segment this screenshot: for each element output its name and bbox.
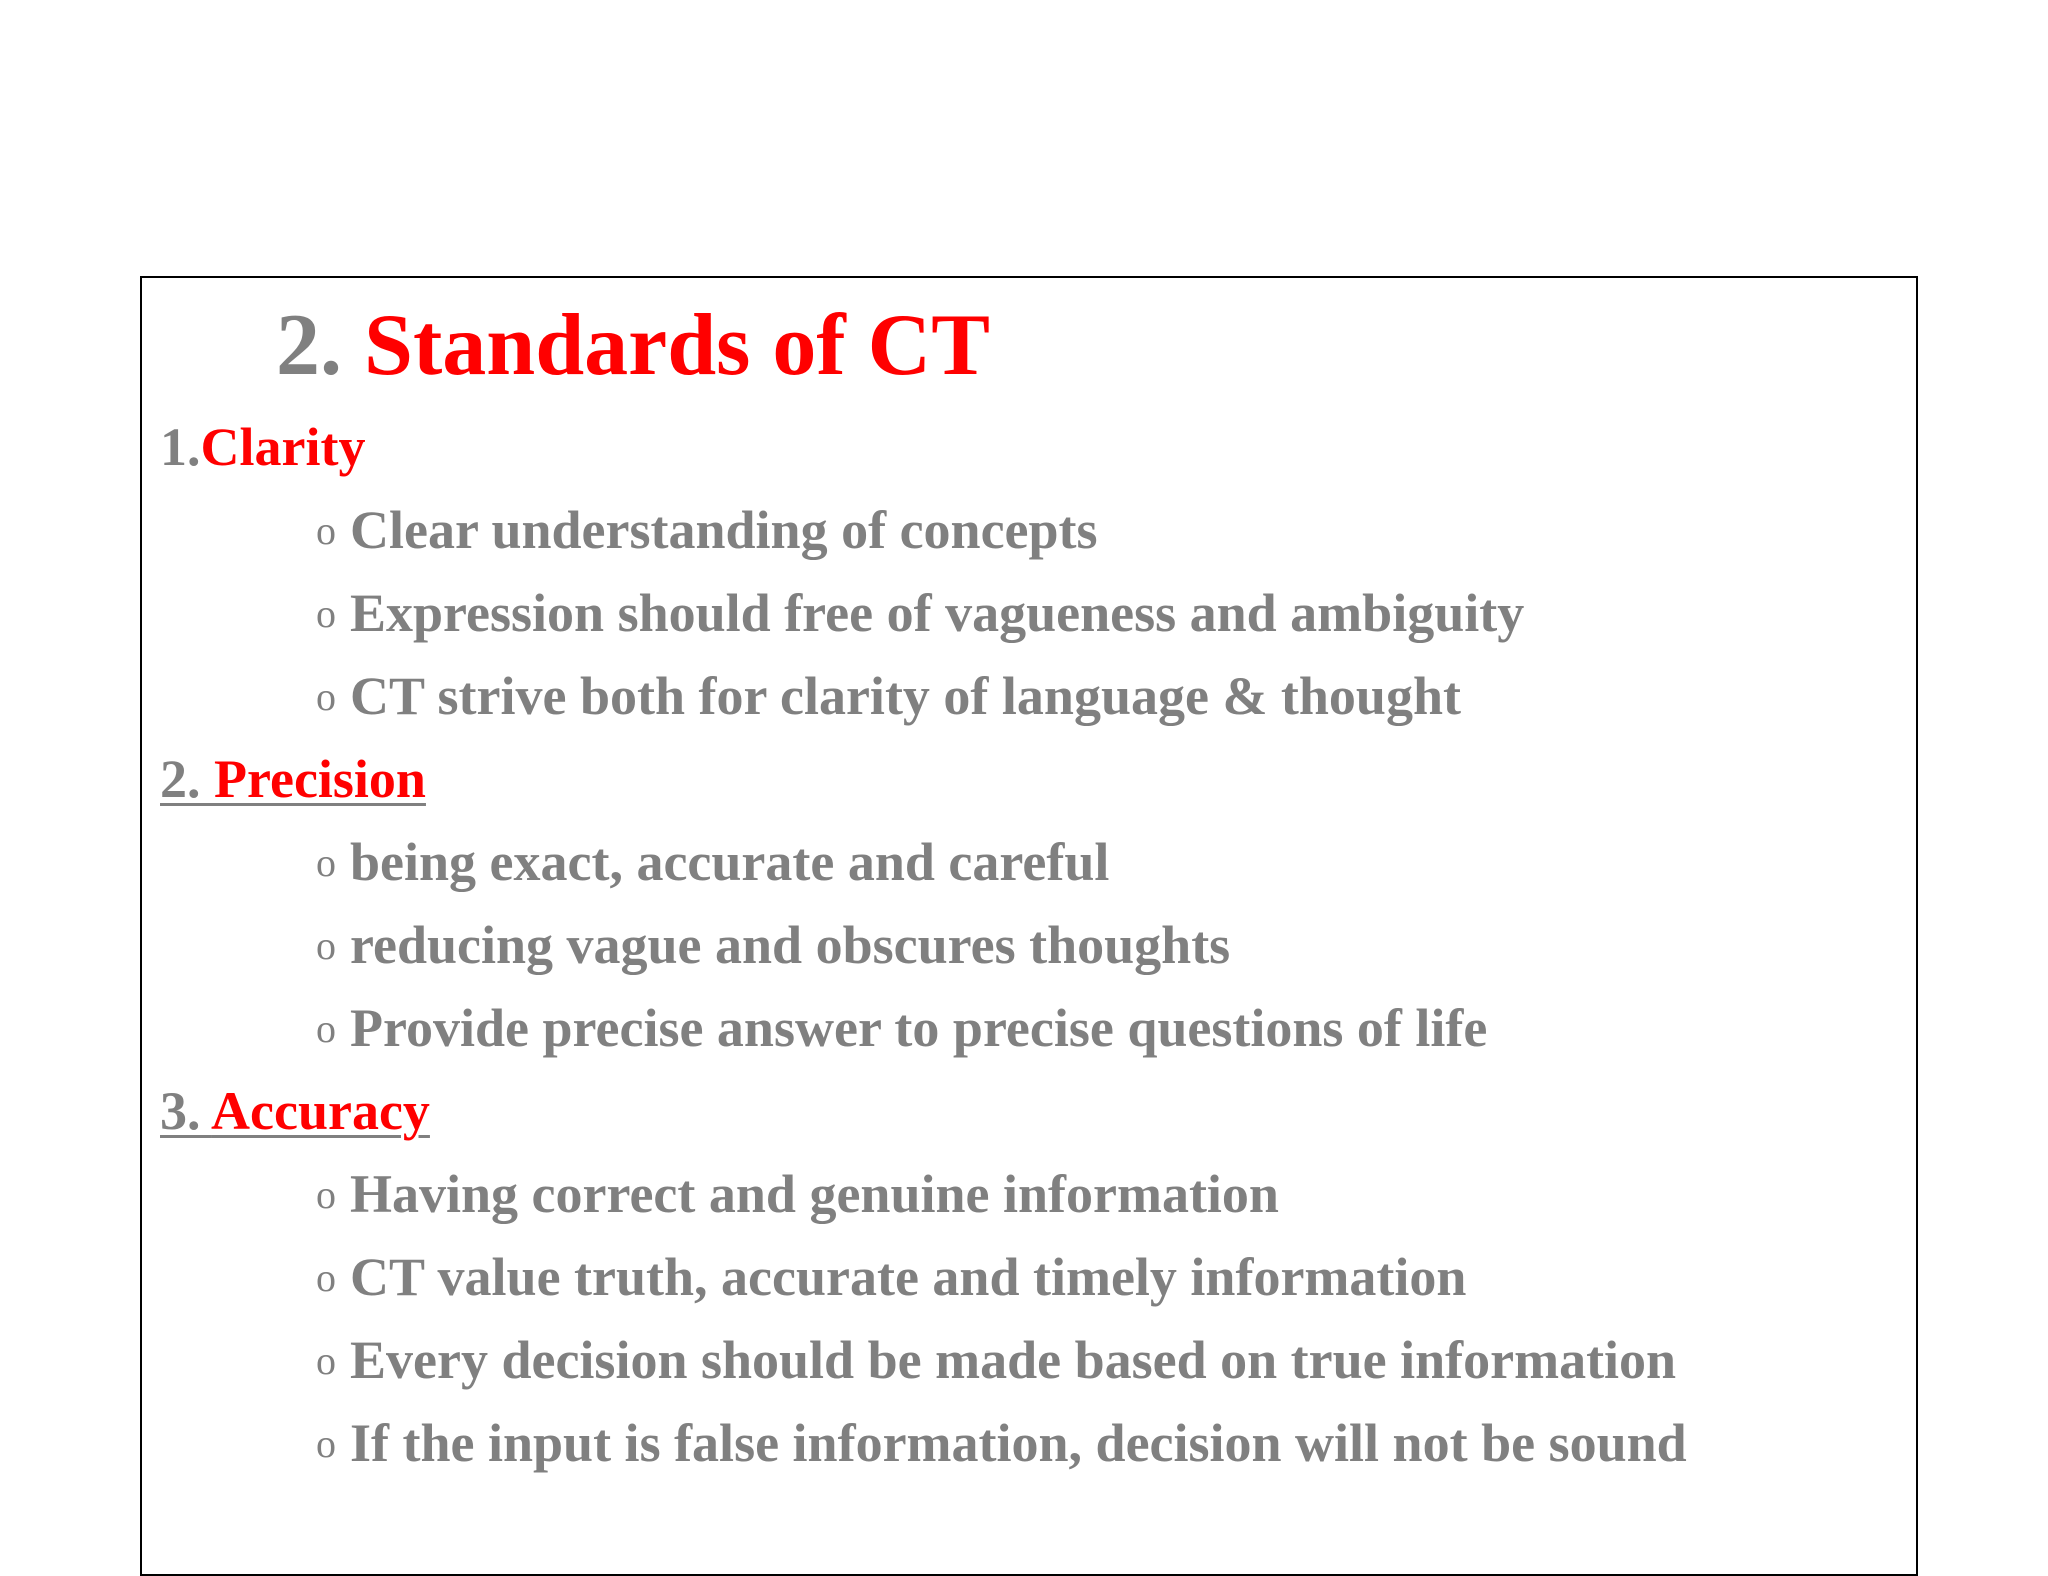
- bullet-circle-icon: o: [316, 508, 336, 553]
- bullet-circle-icon: o: [316, 923, 336, 968]
- section-number: 2.: [160, 749, 214, 809]
- section-heading-clarity: [160, 413, 365, 481]
- list-item: [316, 1243, 1466, 1312]
- list-item: [316, 994, 1487, 1063]
- list-item: [316, 1326, 1676, 1395]
- bullet-circle-icon: o: [316, 1172, 336, 1217]
- list-item-text: Provide precise answer to precise questions of life: [350, 998, 1488, 1058]
- list-item: [316, 662, 1461, 731]
- bullet-circle-icon: o: [316, 840, 336, 885]
- list-item-text: Every decision should be made based on true information: [350, 1330, 1677, 1390]
- list-item-text: reducing vague and obscures thoughts: [350, 915, 1231, 975]
- list-item-text: CT value truth, accurate and timely information: [350, 1247, 1467, 1307]
- slide-title-number: 2.: [276, 297, 364, 394]
- slide-title: [276, 290, 990, 402]
- list-item-text: If the input is false information, decision will not be sound: [350, 1413, 1687, 1473]
- section-name: Accuracy: [211, 1081, 430, 1141]
- list-item-text: Clear understanding of concepts: [350, 500, 1098, 560]
- section-heading-accuracy: [160, 1077, 430, 1145]
- section-name: Clarity: [200, 417, 366, 477]
- bullet-circle-icon: o: [316, 1338, 336, 1383]
- list-item: [316, 496, 1098, 565]
- list-item-text: being exact, accurate and careful: [350, 832, 1110, 892]
- list-item-text: Expression should free of vagueness and ambiguity: [350, 583, 1525, 643]
- bullet-circle-icon: o: [316, 1006, 336, 1051]
- section-number: 3.: [160, 1081, 212, 1141]
- bullet-circle-icon: o: [316, 1255, 336, 1300]
- list-item: [316, 1160, 1279, 1229]
- section-number: 1.: [160, 417, 201, 477]
- list-item-text: Having correct and genuine information: [350, 1164, 1279, 1224]
- bullet-circle-icon: o: [316, 1421, 336, 1466]
- bullet-circle-icon: o: [316, 674, 336, 719]
- bullet-circle-icon: o: [316, 591, 336, 636]
- section-name: Precision: [214, 749, 426, 809]
- list-item-text: CT strive both for clarity of language & thought: [350, 666, 1461, 726]
- list-item: [316, 579, 1524, 648]
- slide-title-text: Standards of CT: [364, 297, 990, 394]
- list-item: [316, 1409, 1687, 1478]
- section-heading-precision: [160, 745, 426, 813]
- list-item: [316, 911, 1230, 980]
- list-item: [316, 828, 1109, 897]
